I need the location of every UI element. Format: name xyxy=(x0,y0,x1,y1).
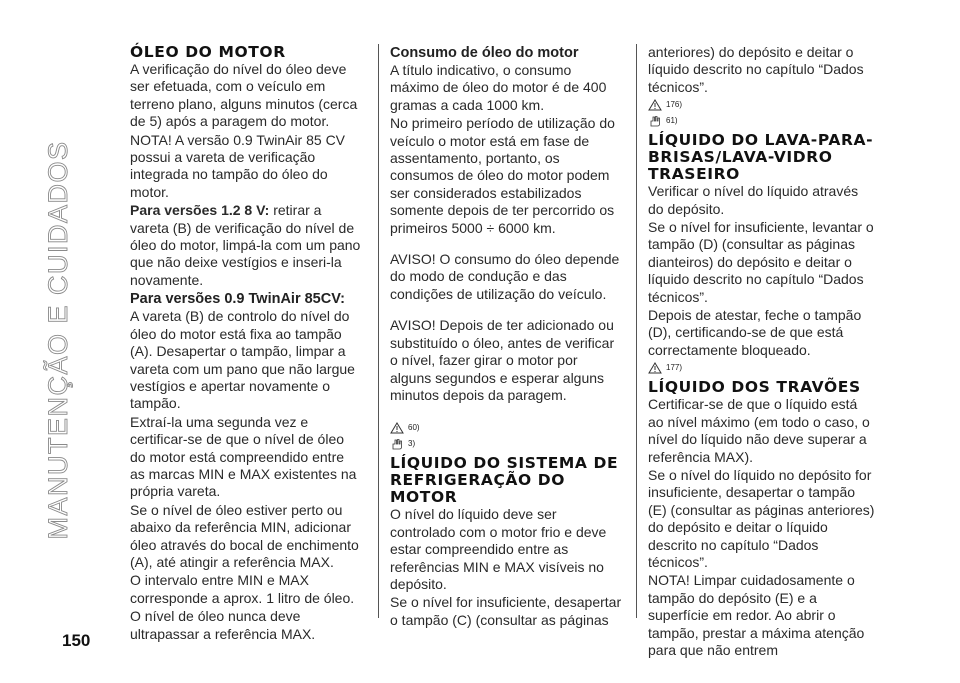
warning-reference xyxy=(648,97,876,112)
warning-triangle-icon xyxy=(648,99,662,111)
heading-engine-oil: ÓLEO DO MOTOR xyxy=(130,43,286,61)
paragraph-lead: Para versões 1.2 8 V: xyxy=(130,202,270,219)
warning-reference xyxy=(648,360,876,375)
paragraph: AVISO! O consumo do óleo depende do modo de condução e das condições de utilização do veículo. xyxy=(390,251,620,302)
caution-hand-icon xyxy=(390,438,404,450)
paragraph: Se o nível de óleo estiver perto ou abaixo da referência MIN, adicionar óleo através do bocal de enchimento (A), até atingir a referência MAX. xyxy=(130,501,359,570)
paragraph: O intervalo entre MIN e MAX corresponde a aprox. 1 litro de óleo. xyxy=(130,572,355,606)
paragraph: Extraí-la uma segunda vez e certificar-se de que o nível de óleo do motor está compreendido entre as marcas MIN e MAX existentes na própria vareta. xyxy=(130,413,357,500)
paragraph: anteriores) do depósito e deitar o líquido descrito no capítulo “Dados técnicos”. xyxy=(648,44,864,95)
column-divider xyxy=(378,44,379,618)
page-number: 150 xyxy=(62,631,91,650)
caution-ref-number: 3) xyxy=(408,439,416,449)
paragraph: A verificação do nível do óleo deve ser efetuada, com o veículo em terreno plano, alguns minutos (cerca de 5) após a paragem do motor. xyxy=(130,61,358,130)
column-divider xyxy=(636,44,637,618)
warning-triangle-icon xyxy=(390,422,404,434)
paragraph: Se o nível for insuficiente, levantar o tampão (D) (consultar as páginas dianteiros) do depósito e deitar o líquido descrito no capítulo “Dados técnicos”. xyxy=(648,219,874,305)
warning-ref-number: 60) xyxy=(408,423,420,433)
paragraph: AVISO! Depois de ter adicionado ou substituído o óleo, antes de verificar o nível, fazer girar o motor por alguns segundos e esperar alguns minutos depois da paragem. xyxy=(390,317,615,403)
paragraph: O nível do líquido deve ser controlado com o motor frio e deve estar compreendido entre as referências MIN e MAX visíveis no depósito. xyxy=(390,506,607,592)
paragraph: NOTA! Limpar cuidadosamente o tampão do depósito (E) e a superfície em redor. Ao abrir o tampão, prestar a máxima atenção para que não entrem xyxy=(648,572,865,658)
paragraph xyxy=(130,202,362,289)
heading-coolant: LÍQUIDO DO SISTEMA DE REFRIGERAÇÃO DO MOTOR xyxy=(390,454,619,507)
warning-reference xyxy=(390,420,622,435)
column-1 xyxy=(130,44,362,644)
subheading-twinair: Para versões 0.9 TwinAir 85CV: xyxy=(130,291,345,308)
warning-ref-number: 176) xyxy=(666,100,683,110)
paragraph: Verificar o nível do líquido através do depósito. xyxy=(648,183,859,217)
paragraph: No primeiro período de utilização do veículo o motor está em fase de assentamento, portanto, os consumos de óleo do motor podem ser considerados estabilizados somente depois de ter percorrido os primeiros 5000 ÷ 6000 km. xyxy=(390,115,615,236)
caution-reference xyxy=(390,436,622,451)
paragraph: Se o nível do líquido no depósito for insuficiente, desapertar o tampão (E) (consultar as páginas anteriores) do depósito e deitar o líquido descrito no capítulo “Dados técnicos”. xyxy=(648,466,875,570)
column-2 xyxy=(390,44,622,630)
caution-ref-number: 61) xyxy=(666,116,678,126)
paragraph: O nível de óleo nunca deve ultrapassar a referência MAX. xyxy=(130,608,316,642)
paragraph: Depois de atestar, feche o tampão (D), certificando-se de que está correctamente bloqueado. xyxy=(648,307,862,358)
warning-ref-number: 177) xyxy=(666,363,683,373)
column-3 xyxy=(648,44,876,660)
heading-washer-fluid: LÍQUIDO DO LAVA-PARA-BRISAS/LAVA-VIDRO TRASEIRO xyxy=(648,131,874,184)
heading-brake-fluid: LÍQUIDO DOS TRAVÕES xyxy=(648,378,861,397)
warning-triangle-icon xyxy=(648,362,662,374)
paragraph-text: retirar a vareta (B) de verificação do nível de óleo do motor, limpá-la com um pano que não deixe vestígios e inseri-la novamente. xyxy=(130,202,361,288)
caution-reference xyxy=(648,113,876,128)
subheading-oil-consumption: Consumo de óleo do motor xyxy=(390,45,579,61)
paragraph: Certificar-se de que o líquido está ao nível máximo (em todo o caso, o nível do líquido não deve superar a referência MAX). xyxy=(648,396,870,465)
caution-hand-icon xyxy=(648,115,662,127)
paragraph: A título indicativo, o consumo máximo de óleo do motor é de 400 gramas a cada 1000 km. xyxy=(390,62,607,113)
paragraph: A vareta (B) de controlo do nível do óleo do motor está fixa ao tampão (A). Desapertar o tampão, limpar a vareta com um pano que não largue vestígios e apertar novamente o tampão. xyxy=(130,308,355,412)
paragraph: NOTA! A versão 0.9 TwinAir 85 CV possui a vareta de verificação integrada no tampão do óleo do motor. xyxy=(130,131,346,200)
section-title-vertical: MANUTENÇÃO E CUIDADOS xyxy=(42,140,73,540)
paragraph: Se o nível for insuficiente, desapertar o tampão (C) (consultar as páginas xyxy=(390,594,622,628)
